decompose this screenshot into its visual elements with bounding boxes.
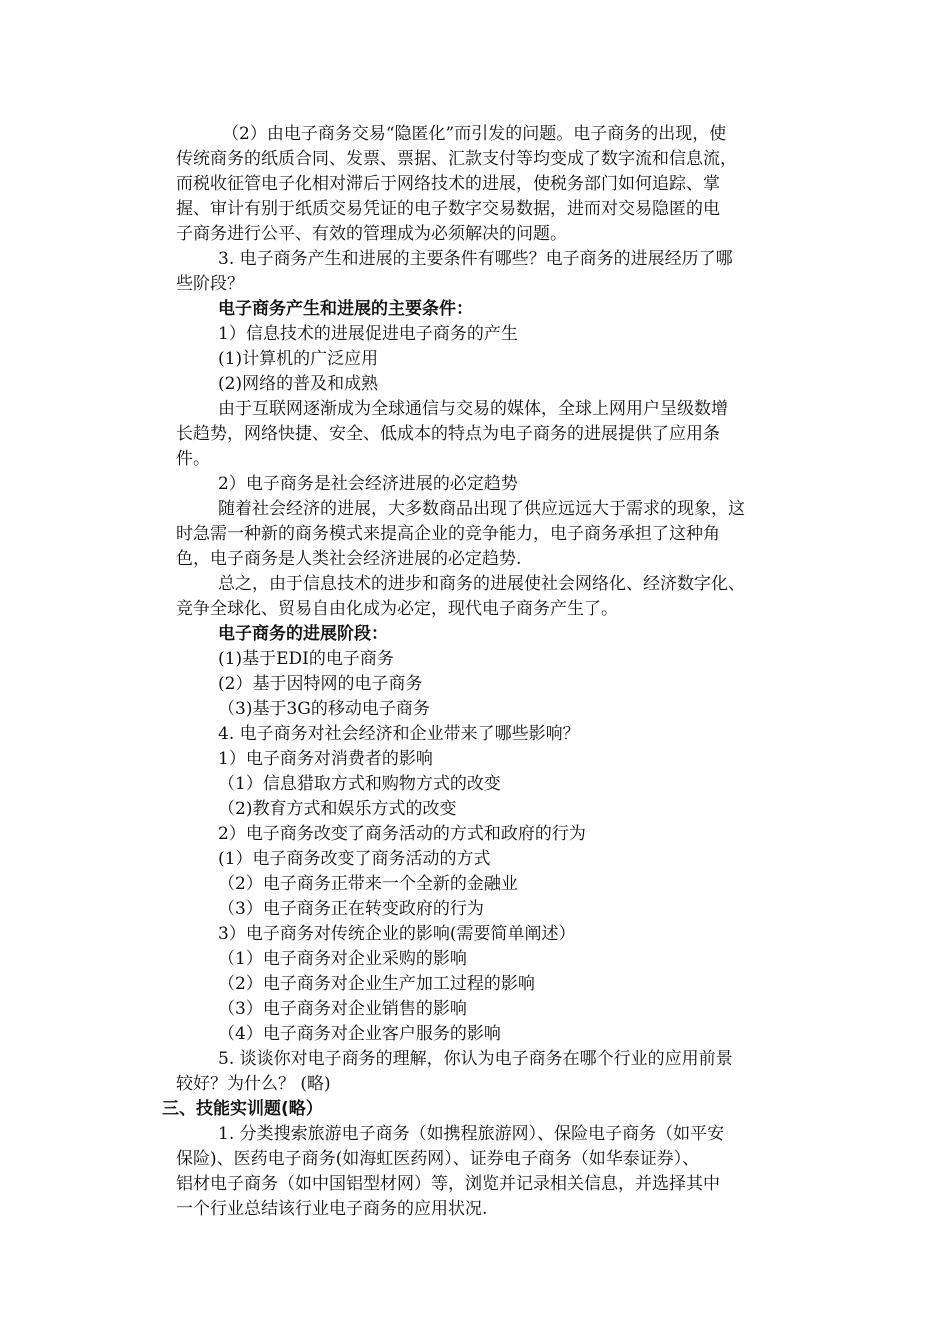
question-line: 4. 电子商务对社会经济和企业带来了哪些影响？ bbox=[218, 724, 580, 744]
paragraph-line: 1. 分类搜索旅游电子商务（如携程旅游网）、保险电子商务（如平安 bbox=[218, 1124, 725, 1144]
question-line: 3. 电子商务产生和进展的主要条件有哪些？电子商务的进展经历了哪 bbox=[218, 249, 733, 269]
list-item: （2）电子商务正带来一个全新的金融业 bbox=[218, 874, 518, 894]
paragraph-line: 竞争全球化、贸易自由化成为必定，现代电子商务产生了。 bbox=[176, 599, 618, 619]
paragraph-line: 色，电子商务是人类社会经济进展的必定趋势. bbox=[176, 549, 522, 569]
list-item: (1)计算机的广泛应用 bbox=[218, 349, 379, 369]
paragraph-line: 由于互联网逐渐成为全球通信与交易的媒体，全球上网用户呈级数增 bbox=[218, 399, 728, 419]
list-item: （3）电子商务正在转变政府的行为 bbox=[218, 899, 484, 919]
section-heading: 电子商务的进展阶段： bbox=[218, 624, 388, 644]
section-heading: 电子商务产生和进展的主要条件： bbox=[218, 299, 473, 319]
list-item: （3）电子商务对企业销售的影响 bbox=[218, 999, 467, 1019]
paragraph-line: 一个行业总结该行业电子商务的应用状况. bbox=[176, 1199, 488, 1219]
list-item: （1）信息猎取方式和购物方式的改变 bbox=[218, 774, 501, 794]
question-line: 较好？为什么？ (略) bbox=[176, 1074, 331, 1094]
list-item: 1）电子商务对消费者的影响 bbox=[218, 749, 433, 769]
question-line: 些阶段？ bbox=[176, 274, 244, 294]
list-item: （2）电子商务对企业生产加工过程的影响 bbox=[218, 974, 535, 994]
list-item: （1）电子商务对企业采购的影响 bbox=[218, 949, 467, 969]
paragraph-line: 随着社会经济的进展，大多数商品出现了供应远远大于需求的现象，这 bbox=[218, 499, 745, 519]
list-item: (1）电子商务改变了商务活动的方式 bbox=[218, 849, 491, 869]
list-item: 2）电子商务是社会经济进展的必定趋势 bbox=[218, 474, 518, 494]
paragraph-line: 而税收征管电子化相对滞后于网络技术的进展，使税务部门如何追踪、掌 bbox=[176, 174, 720, 194]
paragraph-line: 握、审计有别于纸质交易凭证的电子数字交易数据，进而对交易隐匿的电 bbox=[176, 199, 720, 219]
question-line: 5. 谈谈你对电子商务的理解，你认为电子商务在哪个行业的应用前景 bbox=[218, 1049, 733, 1069]
paragraph-line: 时急需一种新的商务模式来提高企业的竞争能力，电子商务承担了这种角 bbox=[176, 524, 720, 544]
list-item: (2)网络的普及和成熟 bbox=[218, 374, 379, 394]
paragraph-line: 子商务进行公平、有效的管理成为必须解决的问题。 bbox=[176, 224, 567, 244]
list-item: 1）信息技术的进展促进电子商务的产生 bbox=[218, 324, 518, 344]
list-item: (2）基于因特网的电子商务 bbox=[218, 674, 423, 694]
paragraph-line: （2）由电子商务交易“隐匿化”而引发的问题。电子商务的出现，使 bbox=[222, 124, 727, 144]
list-item: (1)基于EDI的电子商务 bbox=[218, 649, 394, 669]
paragraph-line: 长趋势，网络快捷、安全、低成本的特点为电子商务的进展提供了应用条 bbox=[176, 424, 720, 444]
paragraph-line: 件。 bbox=[176, 449, 210, 469]
list-item: （3)基于3G的移动电子商务 bbox=[218, 699, 430, 719]
section-heading: 三、技能实训题(略） bbox=[162, 1099, 323, 1119]
list-item: （4）电子商务对企业客户服务的影响 bbox=[218, 1024, 501, 1044]
list-item: 3）电子商务对传统企业的影响(需要简单阐述） bbox=[218, 924, 576, 944]
list-item: （2)教育方式和娱乐方式的改变 bbox=[218, 799, 457, 819]
list-item: 2）电子商务改变了商务活动的方式和政府的行为 bbox=[218, 824, 586, 844]
paragraph-line: 铝材电子商务（如中国铝型材网）等，浏览并记录相关信息，并选择其中 bbox=[176, 1174, 720, 1194]
paragraph-line: 总之，由于信息技术的进步和商务的进展使社会网络化、经济数字化、 bbox=[218, 574, 745, 594]
paragraph-line: 保险)、医药电子商务(如海虹医药网）、证券电子商务（如华泰证券）、 bbox=[176, 1149, 700, 1169]
paragraph-line: 传统商务的纸质合同、发票、票据、汇款支付等均变成了数字流和信息流， bbox=[176, 149, 737, 169]
